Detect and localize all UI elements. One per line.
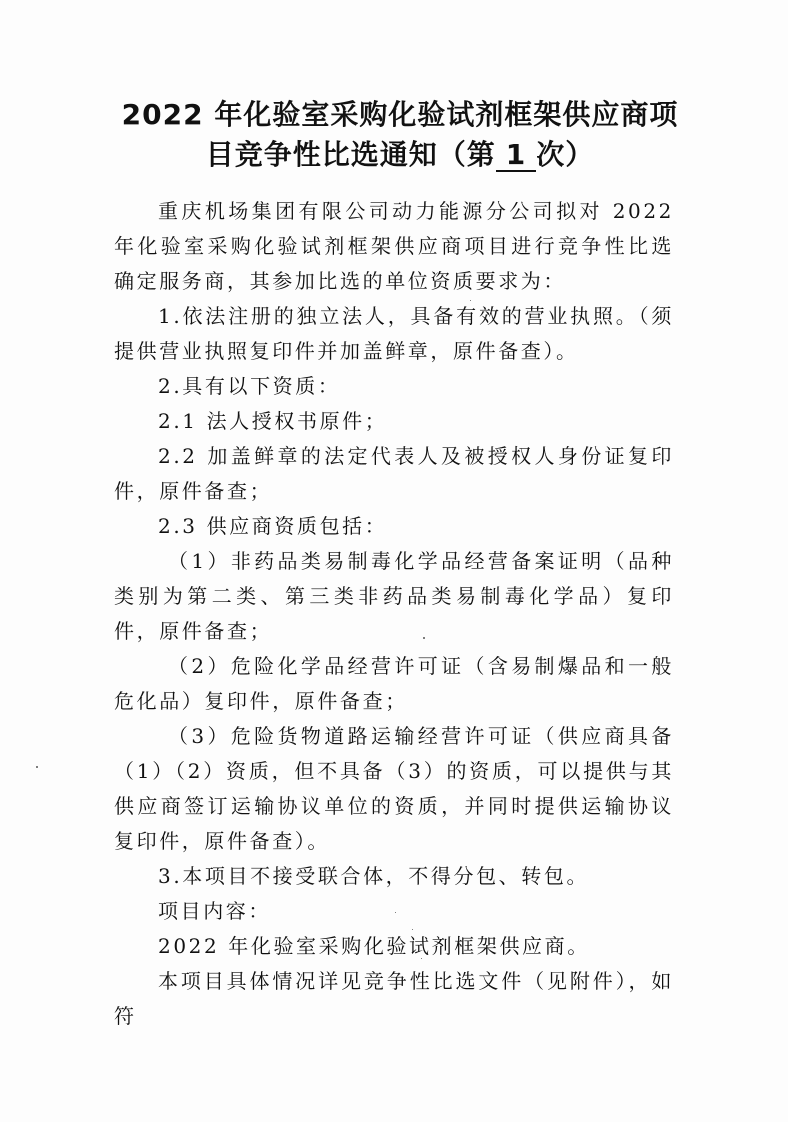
project-content: 2022 年化验室采购化验试剂框架供应商。 <box>158 934 590 958</box>
scan-speck <box>470 300 471 301</box>
details-paragraph: 本项目具体情况详见竞争性比选文件（见附件），如符 <box>114 969 674 1028</box>
requirement-1: 1.依法注册的独立法人，具备有效的营业执照。（须提供营业执照复印件并加盖鲜章，原件备查）。 <box>114 304 674 363</box>
scan-speck <box>36 766 38 768</box>
requirement-2-3: 2.3 供应商资质包括： <box>158 514 388 538</box>
page-title <box>100 95 700 175</box>
scan-speck <box>421 958 422 959</box>
requirement-2: 2.具有以下资质： <box>158 374 341 398</box>
title-line-1: 2022 年化验室采购化验试剂框架供应商项 <box>121 98 679 131</box>
title-line-2-suffix: 次） <box>536 138 595 171</box>
notice-number: 1 <box>496 140 536 172</box>
scan-speck <box>423 637 425 639</box>
qualification-item-2: （2）危险化学品经营许可证（含易制爆品和一般危化品）复印件，原件备查； <box>114 654 674 713</box>
title-line-2-prefix: 目竞争性比选通知（第 <box>205 138 496 171</box>
requirement-2-2: 2.2 加盖鲜章的法定代表人及被授权人身份证复印件，原件备查； <box>114 444 674 503</box>
intro-paragraph: 重庆机场集团有限公司动力能源分公司拟对 2022 年化验室采购化验试剂框架供应商项目进行竞争性比选确定服务商，其参加比选的单位资质要求为： <box>114 199 674 293</box>
requirement-2-1: 2.1 法人授权书原件； <box>158 409 388 433</box>
requirement-3: 3.本项目不接受联合体，不得分包、转包。 <box>158 864 590 888</box>
notice-body <box>114 194 674 1034</box>
qualification-item-3: （3）危险货物道路运输经营许可证（供应商具备（1）（2）资质，但不具备（3）的资质，可以提供与其供应商签订运输协议单位的资质，并同时提供运输协议复印件，原件备查）。 <box>114 724 674 853</box>
title-line-2 <box>100 135 700 175</box>
scan-speck <box>395 912 396 913</box>
project-content-heading: 项目内容： <box>158 899 271 923</box>
qualification-item-1: （1）非药品类易制毒化学品经营备案证明（品种类别为第二类、第三类非药品类易制毒化学品）复印件，原件备查； <box>114 549 674 643</box>
scan-speck <box>412 929 413 930</box>
